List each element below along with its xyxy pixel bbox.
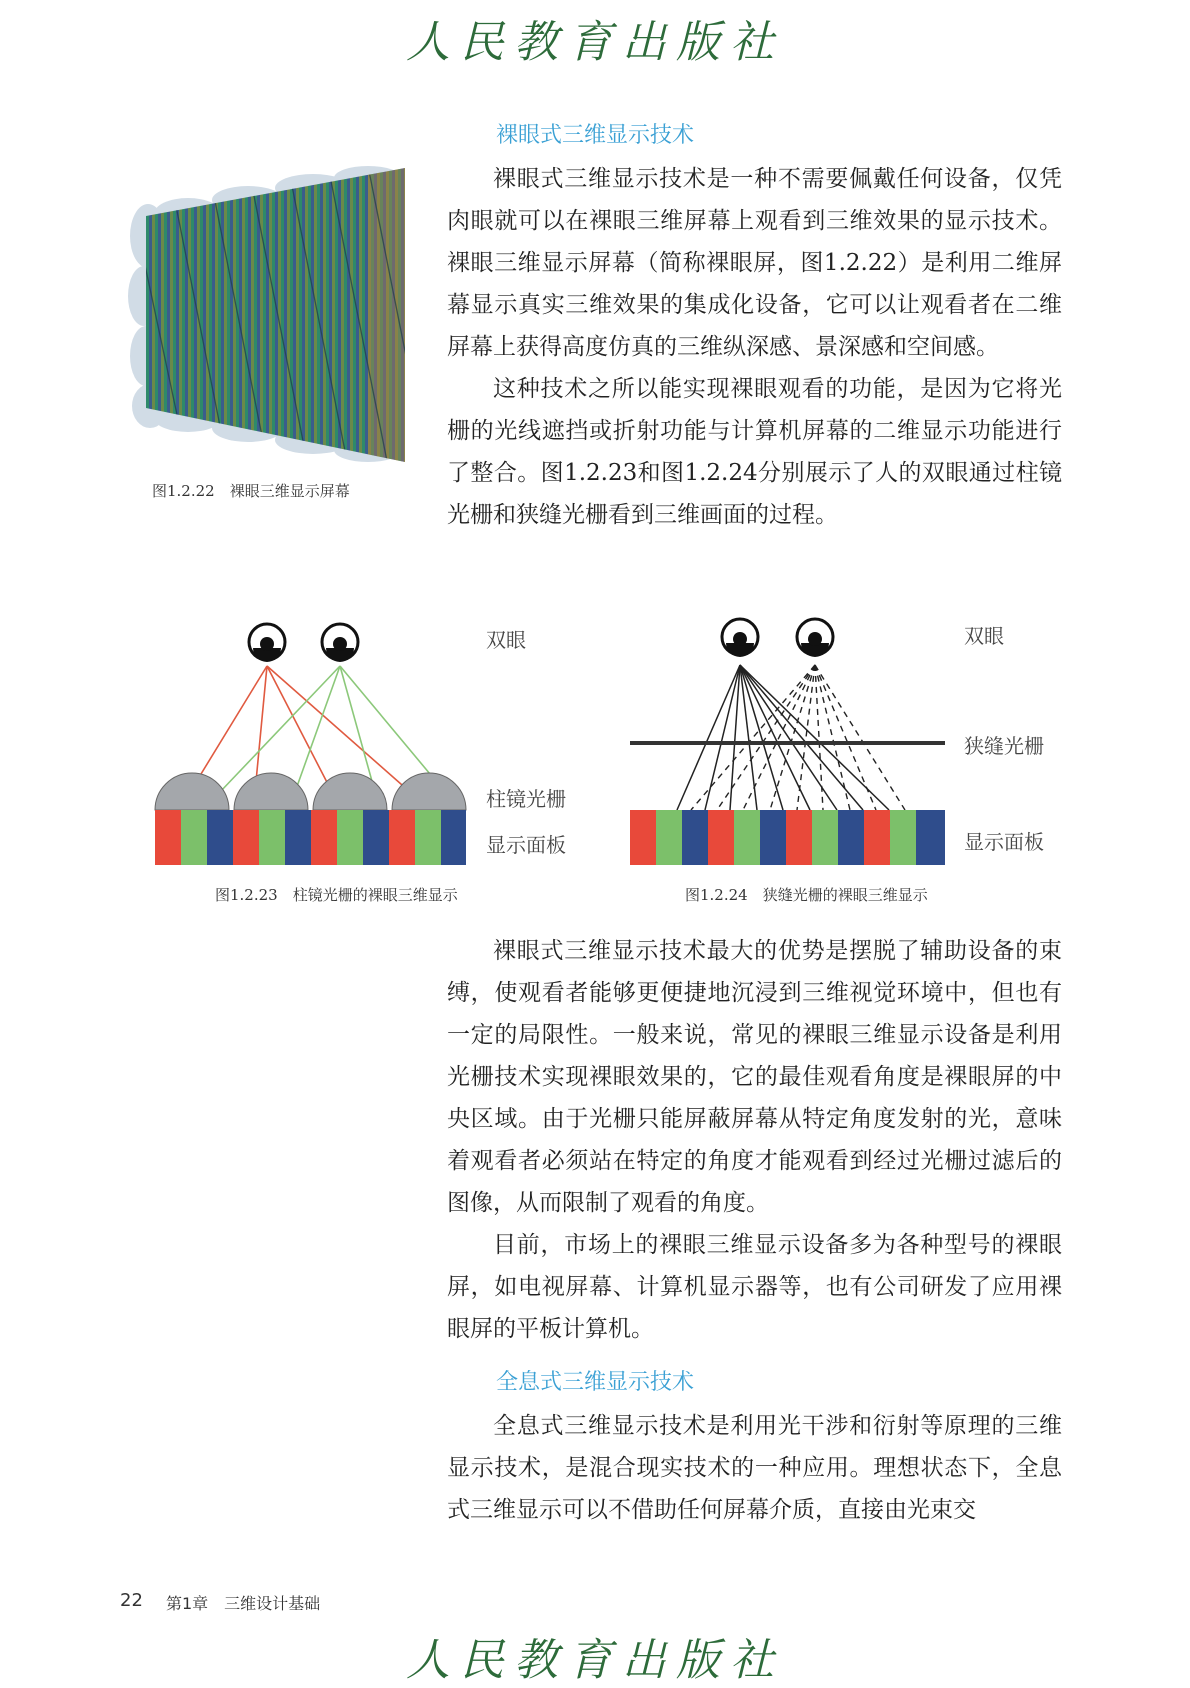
publisher-logo: 人民教育出版社	[406, 1635, 784, 1686]
figure-label: 双眼	[964, 624, 1004, 648]
right-eye-icon	[322, 624, 358, 662]
figure-label: 双眼	[486, 628, 526, 652]
figure-slit-grating	[625, 615, 950, 870]
publisher-logo: 人民教育出版社	[406, 17, 784, 68]
paragraph: 目前，市场上的裸眼三维显示设备多为各种型号的裸眼屏，如电视屏幕、计算机显示器等，也有公司研发了应用裸眼屏的平板计算机。	[447, 1232, 1062, 1342]
right-eye-icon	[797, 619, 833, 657]
paragraph: 这种技术之所以能实现裸眼观看的功能，是因为它将光栅的光线遮挡或折射功能与计算机屏幕的二维显示功能进行了整合。图1.2.23和图1.2.24分别展示了人的双眼通过柱镜光栅和狭缝光栅看到三维画面的过程。	[447, 376, 1062, 528]
text-block-bottom	[447, 1405, 1062, 1531]
section-heading: 裸眼式三维显示技术	[496, 123, 695, 148]
figure-autostereo-screen	[128, 166, 408, 466]
figure-lenticular-grating	[150, 620, 470, 870]
left-eye-icon	[249, 624, 285, 662]
section-heading: 全息式三维显示技术	[496, 1370, 695, 1395]
figure-caption: 图1.2.23 柱镜光栅的裸眼三维显示	[215, 886, 458, 904]
text-block-middle	[447, 930, 1062, 1350]
left-eye-icon	[722, 619, 758, 657]
figure-label: 显示面板	[486, 833, 566, 857]
text-block-top	[447, 158, 1062, 536]
figure-label: 狭缝光栅	[964, 734, 1044, 758]
figure-label: 柱镜光栅	[486, 787, 566, 811]
paragraph: 全息式三维显示技术是利用光干涉和衍射等原理的三维显示技术，是混合现实技术的一种应用。理想状态下，全息式三维显示可以不借助任何屏幕介质，直接由光束交	[447, 1413, 1062, 1523]
chapter-title: 第1章 三维设计基础	[166, 1594, 321, 1613]
figure-caption: 图1.2.24 狭缝光栅的裸眼三维显示	[685, 886, 928, 904]
paragraph: 裸眼式三维显示技术最大的优势是摆脱了辅助设备的束缚，使观看者能够更便捷地沉浸到三维视觉环境中，但也有一定的局限性。一般来说，常见的裸眼三维显示设备是利用光栅技术实现裸眼效果的，它的最佳观看角度是裸眼屏的中央区域。由于光栅只能屏蔽屏幕从特定角度发射的光，意味着观看者必须站在特定的角度才能观看到经过光栅过滤后的图像，从而限制了观看的角度。	[447, 938, 1062, 1216]
figure-caption: 图1.2.22 裸眼三维显示屏幕	[152, 482, 350, 500]
paragraph: 裸眼式三维显示技术是一种不需要佩戴任何设备，仅凭肉眼就可以在裸眼三维屏幕上观看到三维效果的显示技术。裸眼三维显示屏幕（简称裸眼屏，图1.2.22）是利用二维屏幕显示真实三维效果的集成化设备，它可以让观看者在二维屏幕上获得高度仿真的三维纵深感、景深感和空间感。	[447, 166, 1062, 360]
figure-label: 显示面板	[964, 830, 1044, 854]
page-number: 22	[120, 1590, 143, 1611]
